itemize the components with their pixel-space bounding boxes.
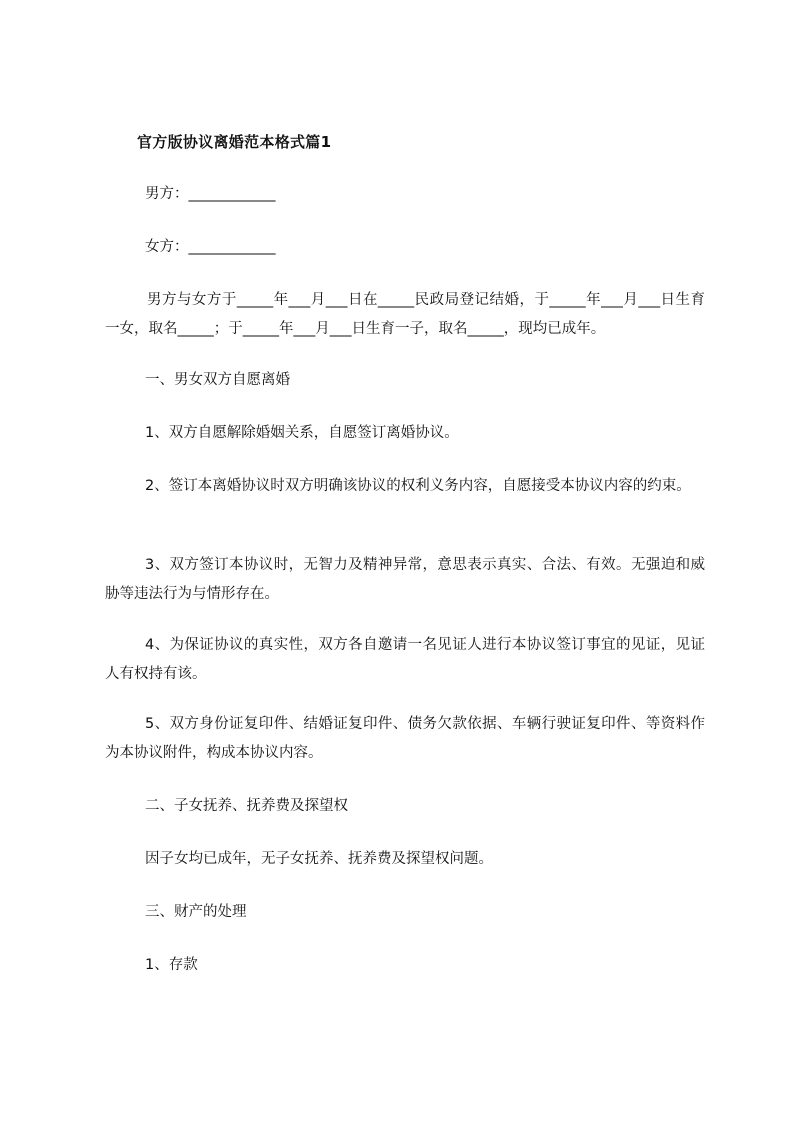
- intro-paragraph: 男方与女方于_____年___月___日在_____民政局登记结婚，于_____年___月___日生育一女，取名_____；于_____年___月___日生育一子，取名_____，现均已成年。: [105, 292, 705, 337]
- document-title: 官方版协议离婚范本格式篇1: [137, 133, 332, 151]
- husband-line: 男方：____________: [145, 186, 276, 202]
- section-1-heading: 一、男女双方自愿离婚: [145, 372, 290, 388]
- clause-3: 3、双方签订本协议时，无智力及精神异常，意思表示真实、合法、有效。无强迫和威胁等违法行为与情形存在。: [105, 557, 705, 602]
- clause-1: 1、双方自愿解除婚姻关系，自愿签订离婚协议。: [145, 425, 459, 441]
- section-2-heading: 二、子女抚养、抚养费及探望权: [145, 798, 348, 814]
- clause-2: 2、签订本离婚协议时双方明确该协议的权利义务内容，自愿接受本协议内容的约束。: [145, 478, 691, 494]
- section-2-text: 因子女均已成年，无子女抚养、抚养费及探望权问题。: [145, 851, 493, 867]
- deposit-heading: 1、存款: [145, 957, 198, 973]
- wife-line: 女方：____________: [145, 239, 276, 255]
- clause-4: 4、为保证协议的真实性，双方各自邀请一名见证人进行本协议签订事宜的见证，见证人有权持有该。: [105, 637, 705, 682]
- section-3-heading: 三、财产的处理: [145, 904, 247, 920]
- clause-5: 5、双方身份证复印件、结婚证复印件、债务欠款依据、车辆行驶证复印件、等资料作为本协议附件，构成本协议内容。: [105, 716, 705, 761]
